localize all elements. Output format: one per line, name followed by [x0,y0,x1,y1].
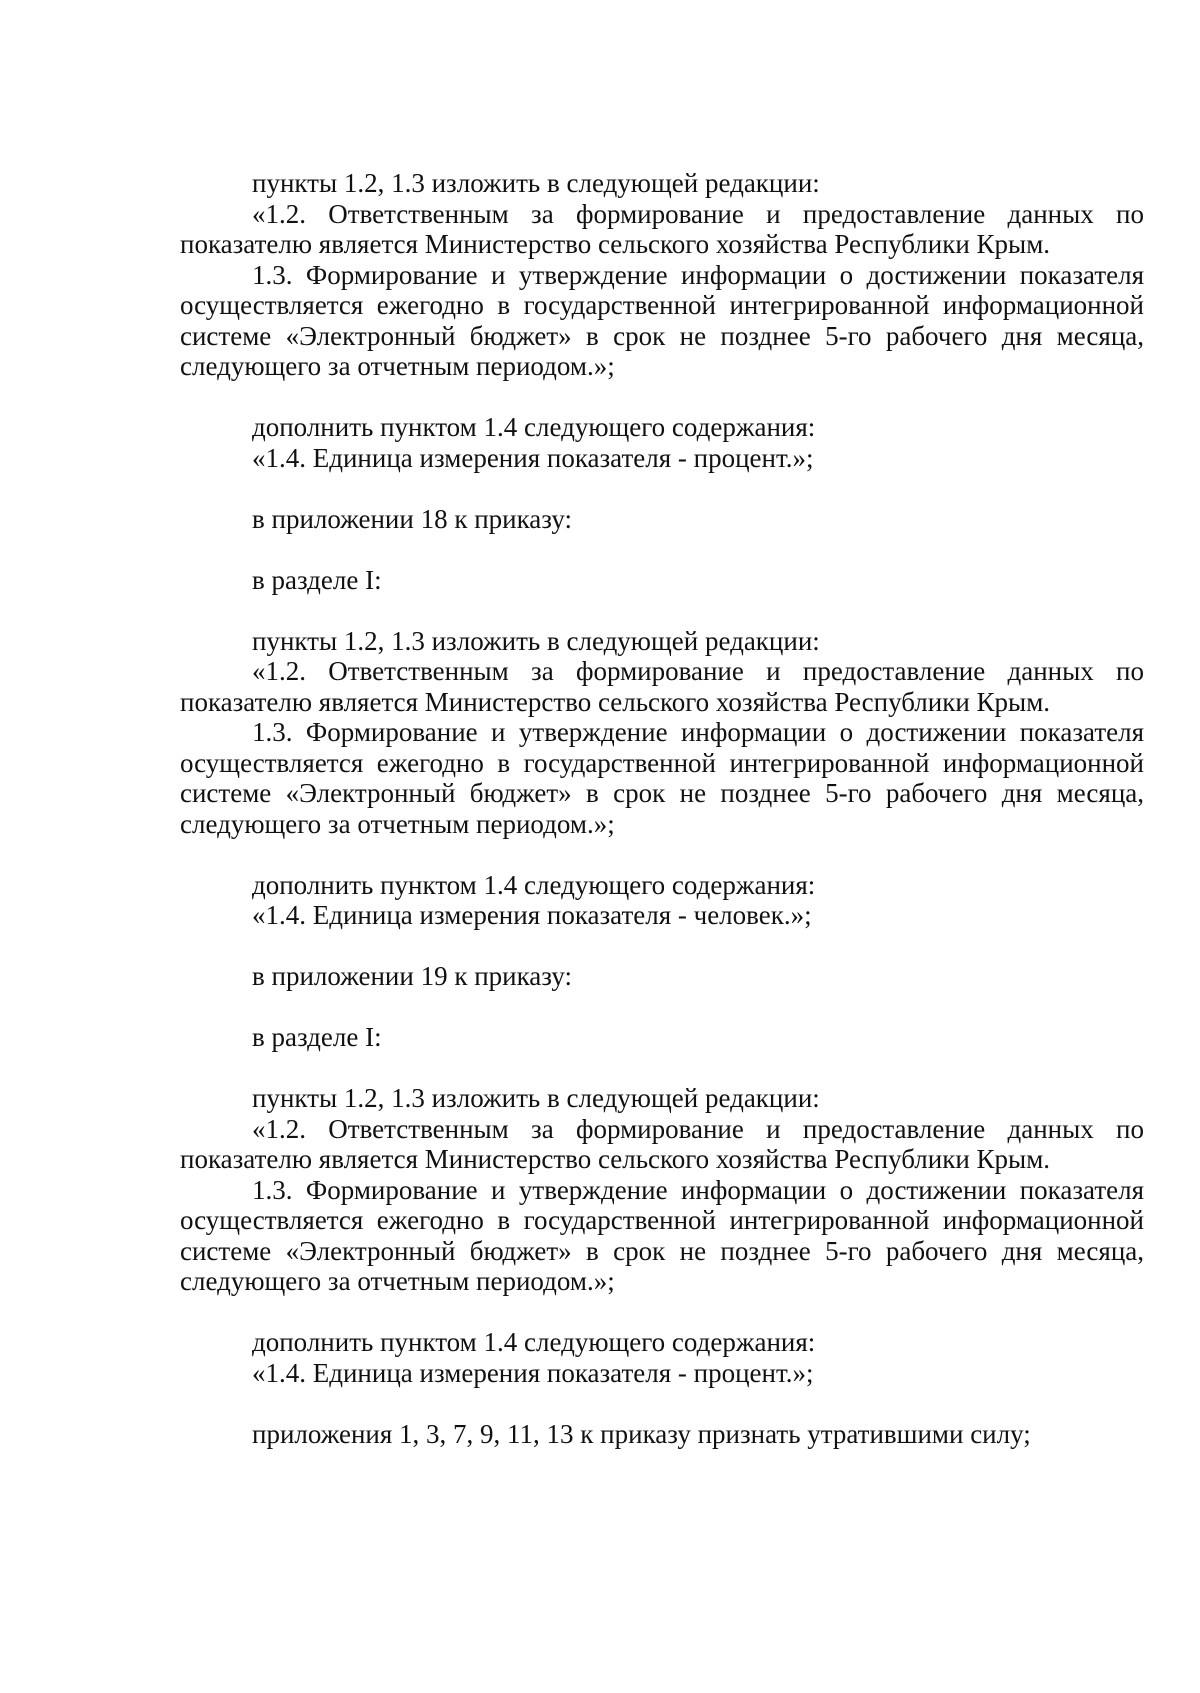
paragraph: «1.4. Единица измерения показателя - человек.»; [252,900,812,930]
paragraph: в разделе I: [252,564,382,595]
document-body [180,168,1144,1449]
paragraph: пункты 1.2, 1.3 изложить в следующей редакции: [252,168,820,198]
paragraph: дополнить пунктом 1.4 следующего содержания: [252,412,816,442]
paragraph-spacer [180,992,1144,1023]
paragraph-spacer [180,595,1144,626]
paragraph: дополнить пунктом 1.4 следующего содержания: [252,1327,816,1357]
paragraph: в приложении 18 к приказу: [252,503,573,534]
paragraph: «1.2. Ответственным за формирование и предоставление данных по показателю является Министерство сельского хозяйства Республики Крым. [180,656,1144,717]
paragraph: в приложении 19 к приказу: [252,961,573,991]
paragraph-spacer [180,382,1144,413]
paragraph: пункты 1.2, 1.3 изложить в следующей редакции: [252,1083,820,1113]
paragraph: дополнить пунктом 1.4 следующего содержания: [252,869,816,900]
paragraph-spacer [180,1388,1144,1419]
paragraph: «1.2. Ответственным за формирование и предоставление данных по показателю является Министерство сельского хозяйства Республики Крым. [180,1113,1144,1174]
paragraph-spacer [180,839,1144,870]
paragraph-spacer [180,1297,1144,1328]
paragraph-spacer [180,931,1144,962]
paragraph: 1.3. Формирование и утверждение информации о достижении показателя осуществляется ежегодно в государственной интегрированной информационной системе «Электронный бюджет» в срок не позднее 5-го рабочего дня месяца, следующего за отчетным периодом.»; [180,717,1144,839]
paragraph: пункты 1.2, 1.3 изложить в следующей редакции: [252,625,820,656]
paragraph-spacer [180,473,1144,504]
paragraph: «1.4. Единица измерения показателя - процент.»; [252,1357,814,1388]
paragraph-spacer [180,1053,1144,1084]
paragraph: приложения 1, 3, 7, 9, 11, 13 к приказу признать утратившими силу; [252,1418,1031,1449]
paragraph: в разделе I: [252,1022,382,1052]
paragraph: 1.3. Формирование и утверждение информации о достижении показателя осуществляется ежегодно в государственной интегрированной информационной системе «Электронный бюджет» в срок не позднее 5-го рабочего дня месяца, следующего за отчетным периодом.»; [180,1174,1144,1296]
paragraph: «1.2. Ответственным за формирование и предоставление данных по показателю является Министерство сельского хозяйства Республики Крым. [180,198,1144,259]
paragraph-spacer [180,534,1144,565]
paragraph: «1.4. Единица измерения показателя - процент.»; [252,442,814,473]
paragraph: 1.3. Формирование и утверждение информации о достижении показателя осуществляется ежегодно в государственной интегрированной информационной системе «Электронный бюджет» в срок не позднее 5-го рабочего дня месяца, следующего за отчетным периодом.»; [180,259,1144,381]
